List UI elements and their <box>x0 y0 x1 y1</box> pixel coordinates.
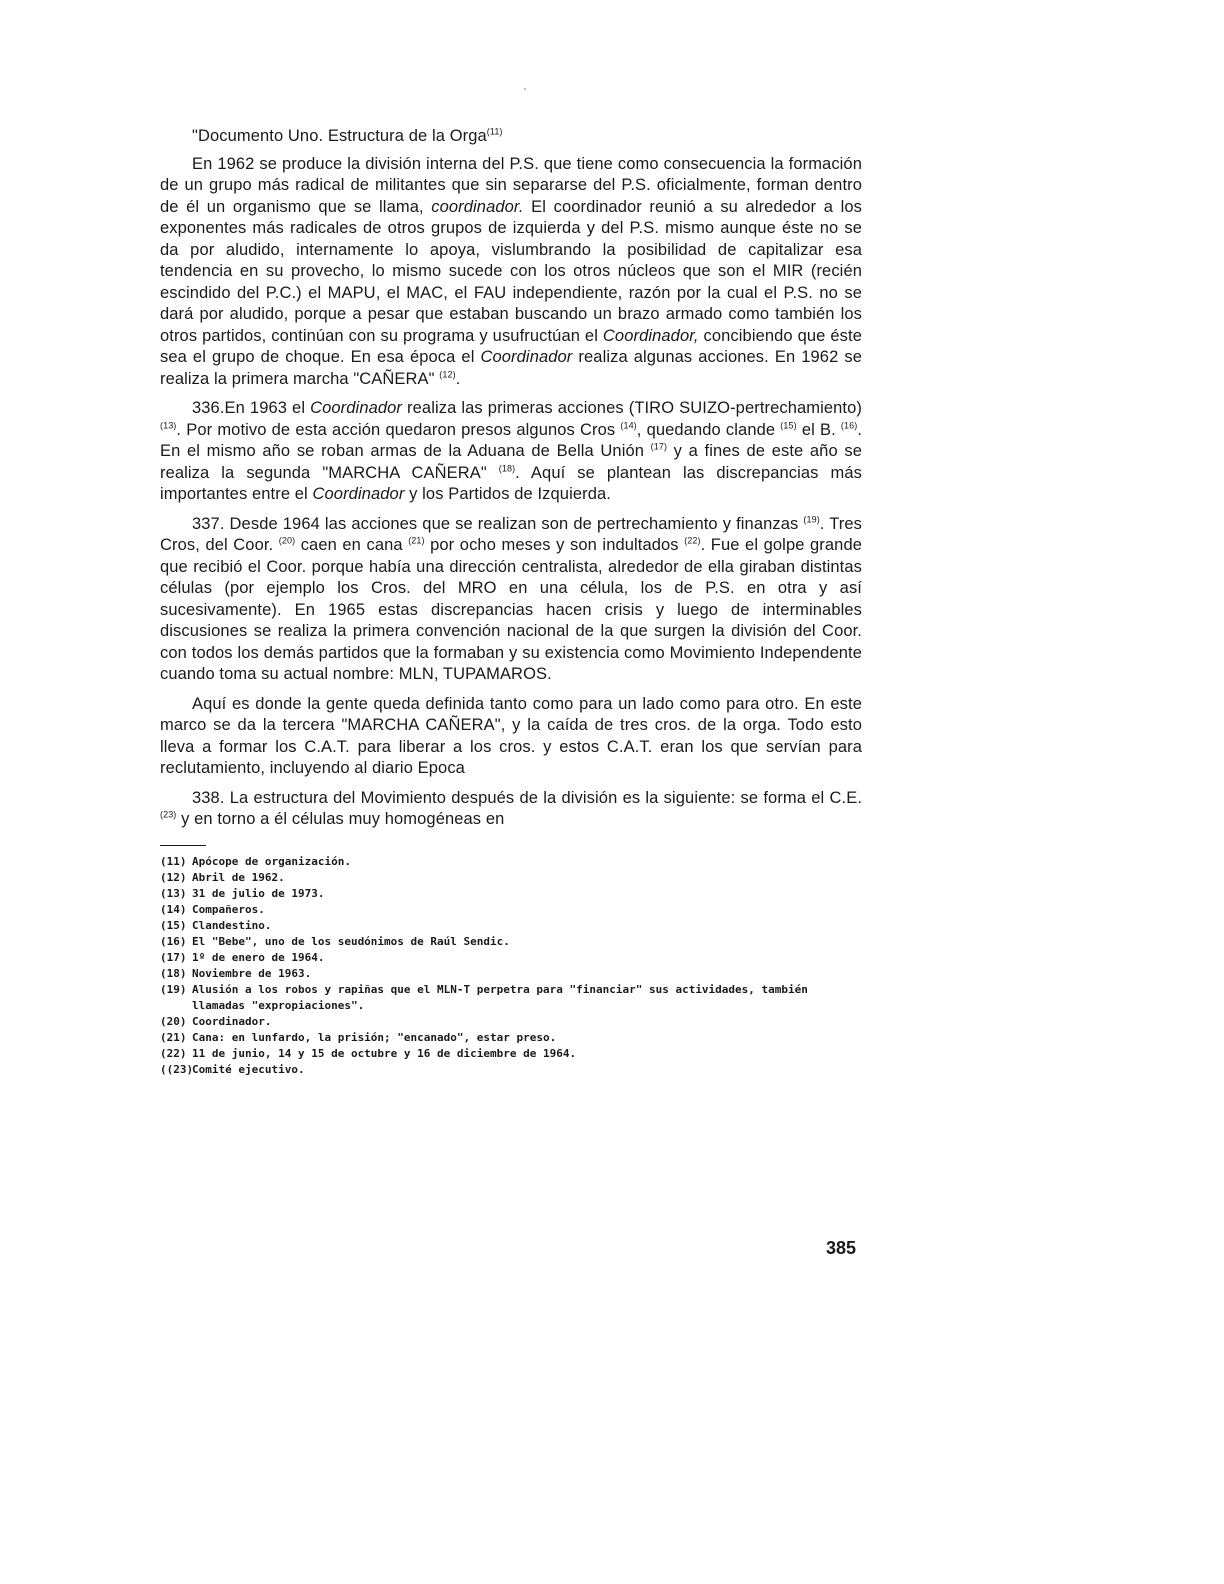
italic-run: Coordinador, <box>602 326 699 345</box>
footnote-number: (11) <box>160 854 187 868</box>
footnote <box>160 966 862 982</box>
footnote <box>160 886 862 902</box>
footnote-ref: (20) <box>278 535 296 546</box>
text-run: . <box>455 369 461 388</box>
footnote-text: Abril de 1962. <box>192 870 285 884</box>
footnote-text: Compañeros. <box>192 902 265 916</box>
footnote-text: Cana: en lunfardo, la prisión; "encanado", estar preso. <box>192 1030 557 1044</box>
text-run: . Fue el golpe grande que recibió el Coor. porque había una dirección centralista, alrededor de ella giraban distintas células (por ejemplo los Cros. del MRO en una célula, los de P.S. en otra y así sucesivamente). En 1965 estas discrepancias hacen crisis y luego de interminables discusiones se realiza la primera convención nacional de la que surgen la división del Coor. con todos los demás partidos que la formaban y su existencia como Movimiento Independente cuando toma su actual nombre: MLN, TUPAMAROS. <box>160 536 863 683</box>
footnote-ref: (18) <box>498 463 516 473</box>
footnotes <box>160 854 862 1078</box>
footnote-ref: (17) <box>650 441 668 452</box>
footnote-number: (21) <box>160 1030 187 1044</box>
footnote <box>160 902 862 918</box>
scan-speck <box>524 88 526 90</box>
footnote-ref: (21) <box>408 535 425 546</box>
text-run: 338. La estructura del Movimiento después de la división es la siguiente: se forma el C.E. <box>192 788 862 807</box>
footnote-text: Comité ejecutivo. <box>192 1062 305 1076</box>
footnote-number: (22) <box>160 1046 187 1060</box>
footnote-ref: (13) <box>160 420 177 430</box>
footnote-ref: (16) <box>840 420 858 430</box>
document-page <box>160 126 862 1078</box>
footnote-number: (19) <box>160 982 187 996</box>
footnote <box>160 1062 862 1078</box>
footnote-text: Coordinador. <box>192 1014 272 1028</box>
footnote <box>160 1046 862 1062</box>
text-run: . En el mismo año se roban armas de la Aduana de Bella Unión <box>160 420 863 460</box>
text-run: En 1962 se produce la división interna del P.S. que tiene como consecuencia la formación de un grupo más radical de militantes que sin separarse del P.S. oficialmente, forman dentro de él un organismo que se llama, <box>160 154 862 216</box>
footnote-text: Clandestino. <box>192 918 272 932</box>
footnote-number: (17) <box>160 950 187 964</box>
footnote-divider <box>160 845 206 846</box>
text-run: 336.En 1963 el <box>192 399 311 417</box>
text-run: , quedando clande <box>636 420 781 439</box>
text-run: realiza las primeras acciones (TIRO SUIZO-pertrechamiento) <box>402 399 862 417</box>
footnote-number: (13) <box>160 886 187 900</box>
footnote <box>160 918 862 934</box>
text-run: y los Partidos de Izquierda. <box>404 485 611 503</box>
section-heading <box>160 126 862 148</box>
main-text <box>160 126 862 831</box>
text-run: el B. <box>796 420 841 439</box>
page-number: 385 <box>826 1238 857 1258</box>
footnote-ref: (22) <box>684 535 701 546</box>
paragraph-aqui: Aquí es donde la gente queda definida tanto como para un lado como para otro. En este marco se da la tercera "MARCHA CAÑERA", y la caída de tres cros. de la orga. Todo esto lleva a formar los C.A.T. para liberar a los cros. y estos C.A.T. eran los que servían para reclutamiento, incluyendo al diario Epoca <box>160 694 862 777</box>
footnote-text: El "Bebe", uno de los seudónimos de Raúl Sendic. <box>192 934 510 948</box>
paragraph-337 <box>160 514 862 686</box>
footnote-number: (12) <box>160 870 187 884</box>
footnote-number: ((23) <box>160 1062 194 1076</box>
text-run: por ocho meses y son indultados <box>424 536 685 554</box>
footnote-number: (18) <box>160 966 187 980</box>
footnote <box>160 854 862 870</box>
footnote-text: 11 de junio, 14 y 15 de octubre y 16 de diciembre de 1964. <box>192 1046 577 1060</box>
footnote-text: 1º de enero de 1964. <box>192 950 325 964</box>
text-run: . Tres Cros, del Coor. <box>160 514 863 554</box>
footnote <box>160 934 862 950</box>
text-run: concibiendo que éste sea el grupo de choque. En esa época el <box>160 326 862 366</box>
footnote-ref: (11) <box>486 126 503 137</box>
italic-run: Coordinador <box>480 348 573 366</box>
text-run: El coordinador reunió a su alrededor a los exponentes más radicales de otros grupos de izquierda y del P.S. mismo aunque éste no se da por aludido, internamente lo apoya, vislumbrando la posibilidad de capitalizar esa tendencia en su provecho, lo mismo sucede con los otros núcleos que son el MIR (recién escindido del P.C.) el MAPU, el MAC, el FAU independiente, razón por la cual el P.S. no se dará por aludido, porque a pesar que estaban buscando un brazo armado como también los otros partidos, continúan con su programa y usufructúan el <box>160 197 862 345</box>
footnote-number: (15) <box>160 918 187 932</box>
footnote <box>160 982 862 1014</box>
text-run: . Por motivo de esta acción quedaron presos algunos Cros <box>176 420 621 439</box>
text-run: realiza algunas acciones. En 1962 se realiza la primera marcha "CAÑERA" <box>160 348 862 388</box>
italic-run: Coordinador <box>310 399 403 417</box>
paragraph-1962 <box>160 154 862 391</box>
heading-text: "Documento Uno. Estructura de la Orga <box>192 127 487 145</box>
footnote-number: (16) <box>160 934 187 948</box>
italic-run: coordinador. <box>431 197 524 216</box>
footnote-ref: (19) <box>803 514 820 524</box>
footnote-text: Apócope de organización. <box>192 854 351 868</box>
text-run: y a fines de este año se realiza la segunda "MARCHA CAÑERA" <box>160 442 862 482</box>
footnote-ref: (23) <box>160 809 177 820</box>
text-run: caen en cana <box>295 536 409 554</box>
footnote-text: 31 de julio de 1973. <box>192 886 325 900</box>
footnote <box>160 1014 862 1030</box>
footnote-number: (20) <box>160 1014 187 1028</box>
italic-run: Coordinador <box>312 485 405 503</box>
footnote <box>160 950 862 966</box>
footnote <box>160 870 862 886</box>
text-run: y en torno a él células muy homogéneas en <box>176 810 505 828</box>
footnote-text: Noviembre de 1963. <box>192 966 312 980</box>
text-run: 337. Desde 1964 las acciones que se realizan son de pertrechamiento y finanzas <box>192 514 804 533</box>
footnote-ref: (14) <box>620 420 637 430</box>
footnote-ref: (15) <box>780 420 797 430</box>
text-run: . Aquí se plantean las discrepancias más importantes entre el <box>160 463 862 503</box>
paragraph-336 <box>160 398 862 506</box>
footnote-text: Alusión a los robos y rapiñas que el MLN-T perpetra para "financiar" sus actividades, también llamadas "expropiaciones". <box>192 982 808 1012</box>
footnote-ref: (12) <box>439 369 456 379</box>
footnote <box>160 1030 862 1046</box>
paragraph-338 <box>160 788 862 831</box>
footnote-number: (14) <box>160 902 187 916</box>
